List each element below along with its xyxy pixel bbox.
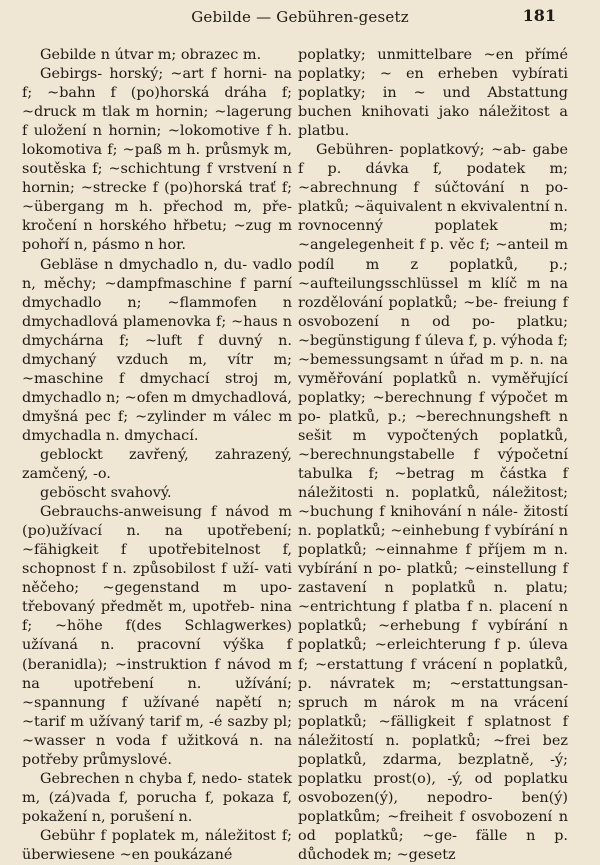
entry-geblaese: Gebläse n dmychadlo n, du- vadlo n, měchy; ~dampfmaschine f parní dmychadlo n; ~flammofen n dmychadlová plamenovka f; ~haus n dmychárna f; ~luft f duvný n. dmychaný vzduch m, vítr m; ~maschine f dmychací stroj m, dmychadlo n; ~ofen m dmychadlová, dmyšná pec f; ~zylinder m válec m dmychadla n. dmychací. <box>22 256 292 444</box>
entry-gebuehren: Gebühren- poplatkový; ~ab- gabe f p. dávka f, podatek m; ~abrechnung f súčtování n po- platků; ~äquivalent n ekvivalentní n. rovnocenný poplatek m; ~angelegenheit f p. věc f; ~anteil m podíl m z poplatků, p.; ~aufteilungsschlüssel m klíč m na rozdělování poplatků; ~be- freiung f osvobození n od po- platku; ~begünstigung f úleva f, p. výhoda f; ~bemessungsamt n úřad m p. n. na vyměřování poplatků n. vyměřující poplatky; ~berechnung f výpočet m po- platků, p.; ~berechnungsheft n sešit m vypočtených poplatků, ~berechnungstabelle f výpočetní tabulka f; ~betrag m částka f náležitosti n. poplatků, náležitost; ~buchung f knihování n nále- žitostí n. poplatků; ~einhebung f vybírání n poplatků; ~einnahme f příjem m n. vybírání n po- platků; ~einstellung f zastavení n poplatků n. platu; ~entrichtung f platba f n. placení n poplatků; ~erhebung f vybírání n poplatků; ~erleichterung f p. úleva f; ~erstattung f vrácení n poplatků, p. návratek m; ~erstattungsan- spruch m nárok m na vrácení poplatků; ~fälligkeit f splatnost f náležitostí n. poplatků; ~frei bez poplatků, zdarma, bezplatně, -ý; poplatku prost(o), -ý, od poplatku osvobozen(ý), nepodro- ben(ý) poplatkům; ~freiheit f osvobození n od poplatků; ~ge- fälle n p. důchodek m; ~gesetz <box>298 142 568 863</box>
entry-gebirgs: Gebirgs- horský; ~art f horni- na f; ~bahn f (po)horská dráha f; ~druck m tlak m hornin; ~lagerung f uložení n hornin; ~lokomotive f h. lokomotiva f; ~paß m h. průsmyk m, soutěska f; ~schichtung f vrstvení n hornin; ~strecke f (po)horská trať f; ~übergang m h. přechod m, pře- kročení n horského hřbetu; ~zug m pohoří n, pásmo n hor. <box>22 66 292 254</box>
entry-geblockt: geblockt zavřený, zahrazený, zamčený, -o. <box>22 446 292 483</box>
running-title: Gebilde — Gebühren-gesetz <box>191 8 409 26</box>
entry-gebrauchs: Gebrauchs-anweisung f návod m (po)užívací n. na upotřebení; ~fähigkeit f upotřebitelnost f, schopnost f n. způsobilost f uží- vati něčeho; ~gegenstand m upo- třebovaný předmět m, upotřeb- nina f; ~höhe f(des Schlagwerkes) užívaná n. pracovní výška f (beranidla); ~instruktion f návod m na upotřebení n. užívání; ~spannung f užívané napětí n; ~tarif m užívaný tarif m, -é sazby pl; ~wasser n voda f užitková n. na potřeby průmyslové. <box>22 504 292 768</box>
entry-gebuehr: Gebühr f poplatek m, náležitost f; überwiesene ~en poukázané <box>22 827 292 863</box>
left-column <box>22 46 292 865</box>
entry-geboescht: geböscht svahový. <box>40 485 172 502</box>
page-number: 181 <box>522 6 556 25</box>
entry-gebilde: Gebilde n útvar m; obrazec m. <box>40 47 262 63</box>
entry-gebuehr-continued: poplatky; unmittelbare ~en přímé poplatky; ~ en erheben vybírati poplatky; in ~ und Abstattung buchen knihovati jako náležitost a platbu. <box>298 47 568 140</box>
right-column <box>298 46 568 865</box>
page-header <box>0 8 600 32</box>
entry-gebrechen: Gebrechen n chyba f, nedo- statek m, (zá)vada f, porucha f, pokaza f, pokažení n, porušení n. <box>22 770 292 825</box>
